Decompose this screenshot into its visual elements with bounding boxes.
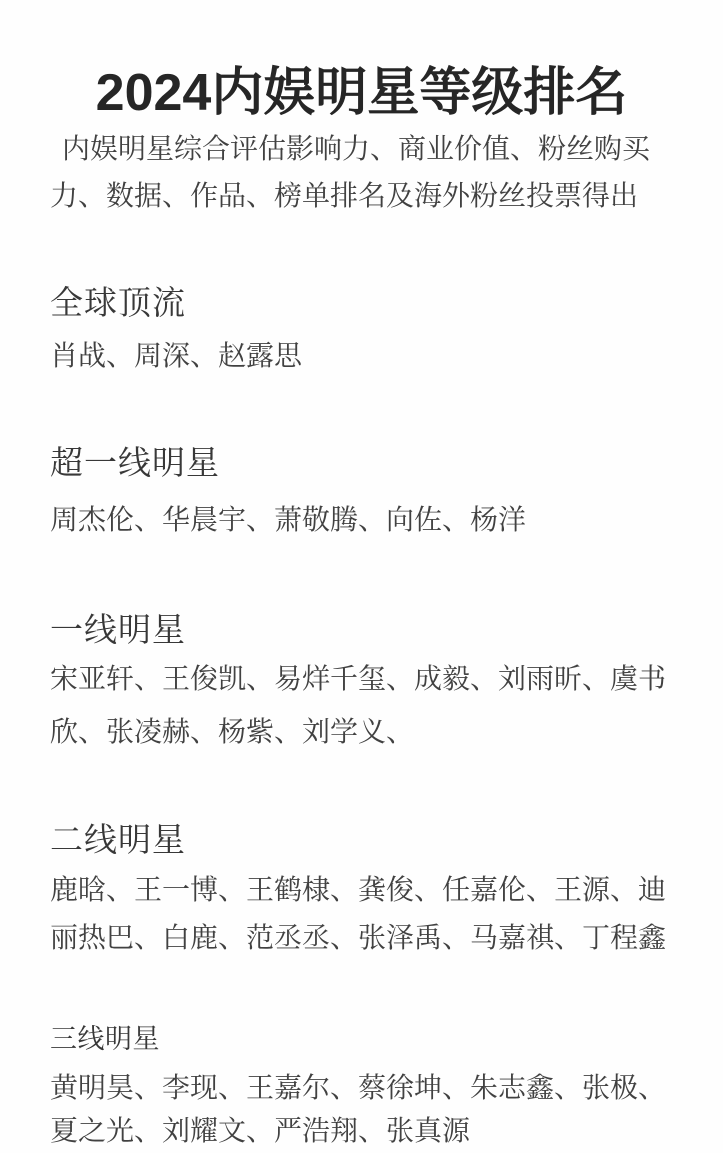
- tier-members-super-a-list: [50, 503, 697, 537]
- tier-members-line: 周杰伦、华晨宇、萧敬腾、向佐、杨洋: [50, 504, 527, 535]
- tier-members-line: 夏之光、刘耀文、严浩翔、张真源: [50, 1115, 471, 1146]
- tier-heading-a-list: 一线明星: [50, 611, 186, 648]
- intro-paragraph: [50, 125, 697, 219]
- tier-members-line: 肖战、周深、赵露思: [50, 340, 303, 371]
- tier-members-line: 宋亚轩、王俊凯、易烊千玺、成毅、刘雨昕、虞书: [50, 663, 667, 694]
- tier-members-global-top: [50, 339, 697, 373]
- tier-members-line: 鹿晗、王一博、王鹤棣、龚俊、任嘉伦、王源、迪: [50, 874, 667, 905]
- tier-members-line: 欣、张凌赫、杨紫、刘学义、: [50, 716, 415, 747]
- tier-members-b-list: [50, 866, 697, 962]
- intro-line-1: 内娱明星综合评估影响力、商业价值、粉丝购买: [62, 133, 651, 164]
- tier-heading-b-list: 二线明星: [50, 821, 186, 858]
- tier-members-line: 丽热巴、白鹿、范丞丞、张泽禹、马嘉祺、丁程鑫: [50, 922, 667, 953]
- intro-line-2: 力、数据、作品、榜单排名及海外粉丝投票得出: [50, 180, 639, 211]
- tier-heading-global-top: 全球顶流: [50, 284, 186, 321]
- tier-heading-c-list: 三线明星: [50, 1024, 160, 1054]
- tier-members-c-list: [50, 1066, 697, 1152]
- page-title: 2024内娱明星等级排名: [95, 63, 628, 122]
- tier-heading-super-a-list: 超一线明星: [50, 444, 220, 481]
- tier-members-line: 黄明昊、李现、王嘉尔、蔡徐坤、朱志鑫、张极、: [50, 1072, 667, 1103]
- tier-members-a-list: [50, 652, 697, 758]
